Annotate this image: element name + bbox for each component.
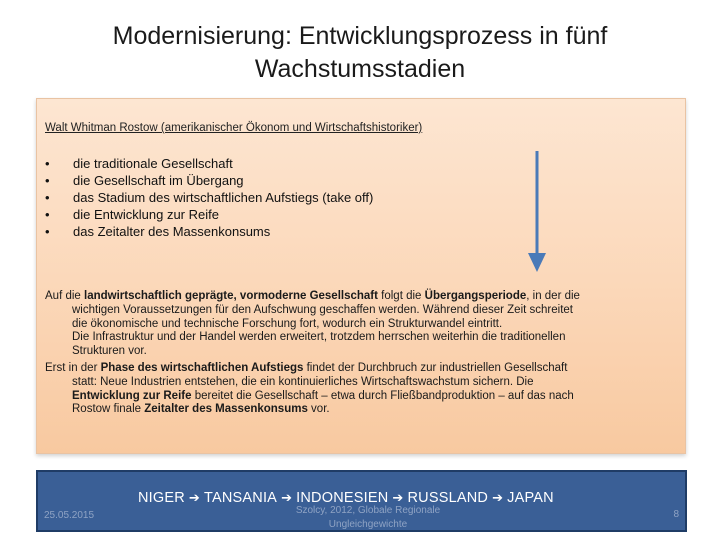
right-arrow-icon: ➔ [281, 491, 293, 506]
footer-bar [36, 470, 687, 532]
bold-run: Zeitalter des Massenkonsums [144, 403, 308, 416]
stage-item [45, 189, 373, 206]
bullet-icon: • [45, 156, 50, 171]
paragraph-line [45, 390, 681, 404]
stage-list [45, 155, 373, 240]
route-country: INDONESIEN [296, 490, 389, 506]
stage-label: das Zeitalter des Massenkonsums [73, 224, 271, 239]
paragraph-line [45, 290, 681, 304]
text-run: , in der die [526, 290, 580, 302]
stage-item [45, 206, 373, 223]
slide-title-line-2: Wachstumsstadien [254, 55, 466, 83]
paragraph-line: Die Infrastruktur und der Handel werden erweitert, trotzdem herrschen weiterhin die traditionellen [72, 331, 566, 344]
text-run: bereitet die Gesellschaft – etwa durch Fließbandproduktion – auf das nach [191, 389, 574, 402]
route-country: JAPAN [507, 490, 554, 506]
slide-title-line-1: Modernisierung: Entwicklungsprozess in fünf [112, 22, 608, 50]
stage-label: die traditionale Gesellschaft [73, 156, 233, 171]
source-line: Ungleichgewichte [328, 519, 408, 530]
bullet-icon: • [45, 173, 50, 188]
bullet-icon: • [45, 190, 50, 205]
paragraph-transition [45, 290, 681, 359]
stage-label: die Gesellschaft im Übergang [73, 173, 244, 188]
paragraph-takeoff [45, 362, 681, 417]
bullet-icon: • [45, 207, 50, 222]
stage-item [45, 155, 373, 172]
down-arrow-icon [527, 151, 547, 273]
stage-item [45, 172, 373, 189]
slide-title [60, 20, 660, 86]
right-arrow-icon: ➔ [188, 491, 201, 506]
right-arrow-icon: ➔ [492, 491, 504, 506]
bold-run: Phase des wirtschaftlichen Aufstiegs [100, 362, 304, 374]
bold-run: landwirtschaftlich geprägte, vormoderne Gesellschaft [84, 290, 378, 302]
text-run: folgt die [377, 290, 425, 302]
paragraph-line: wichtigen Voraussetzungen für den Aufschwung geschaffen werden. Während dieser Zeit schreitet [72, 303, 573, 316]
author-subtitle: Walt Whitman Rostow (amerikanischer Ökonom und Wirtschaftshistoriker) [45, 122, 423, 134]
stage-label: das Stadium des wirtschaftlichen Aufstiegs (take off) [73, 190, 374, 205]
text-run: Auf die [45, 290, 84, 302]
route-country: TANSANIA [204, 490, 278, 506]
bold-run: Übergangsperiode [424, 290, 527, 302]
right-arrow-icon: ➔ [392, 491, 404, 506]
bullet-icon: • [45, 224, 50, 239]
stage-item [45, 223, 373, 240]
text-run: vor. [307, 403, 330, 416]
route-country: RUSSLAND [407, 490, 489, 506]
content-box [36, 98, 686, 454]
page-number: 8 [673, 509, 679, 520]
stage-label: die Entwicklung zur Reife [73, 207, 219, 222]
text-run: findet der Durchbruch zur industriellen Gesellschaft [303, 362, 568, 374]
footer-source [278, 504, 458, 532]
footer-date: 25.05.2015 [44, 510, 95, 521]
text-run: Rostow finale [72, 403, 145, 416]
paragraph-line: statt: Neue Industrien entstehen, die ein kontinuierliches Wirtschaftswachstum sichern. Die [72, 375, 534, 388]
route-country: NIGER [138, 490, 185, 506]
paragraph-line: die ökonomische und technische Forschung fort, wodurch ein Strukturwandel eintritt. [72, 317, 503, 330]
text-run: Erst in der [45, 362, 101, 374]
paragraph-line [45, 403, 681, 417]
paragraph-line [45, 362, 681, 376]
source-line: Szolcy, 2012, Globale Regionale [295, 505, 441, 516]
bold-run: Entwicklung zur Reife [72, 389, 192, 402]
paragraph-line: Strukturen vor. [72, 345, 147, 358]
